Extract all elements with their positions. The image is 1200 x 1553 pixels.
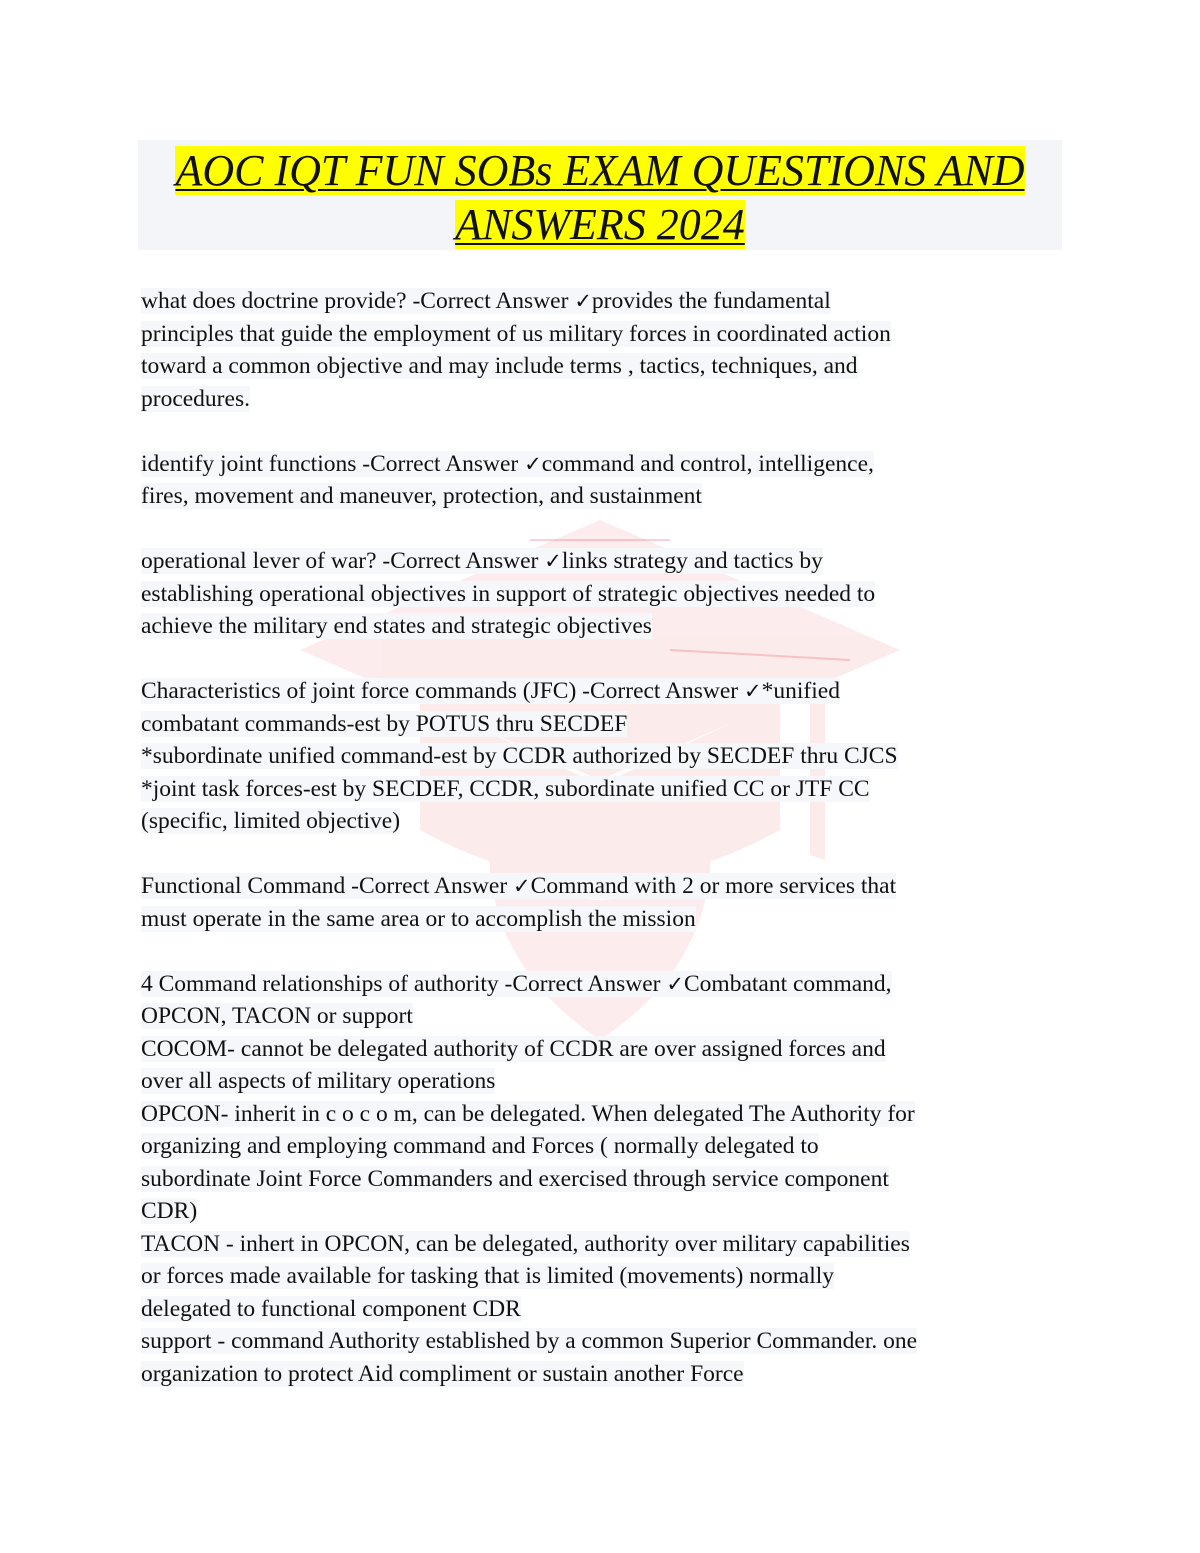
- text-segment: operational lever of war? -Correct Answer: [141, 548, 545, 574]
- line-text: [141, 288, 831, 314]
- answer-line: [141, 1033, 1066, 1066]
- text-segment: *joint task forces-est by SECDEF, CCDR, subordinate unified CC or JTF CC: [141, 775, 870, 802]
- qa-item: [141, 968, 1066, 1391]
- answer-line: [141, 1000, 1066, 1033]
- question-line: [141, 448, 1066, 481]
- text-segment: establishing operational objectives in support of strategic objectives needed to: [141, 580, 876, 607]
- qa-item: [141, 285, 1066, 415]
- title-line-2: ANSWERS 2024: [455, 200, 745, 249]
- answer-line: [141, 740, 1066, 773]
- text-segment: combatant commands-est by POTUS thru SECDEF: [141, 710, 628, 737]
- text-segment: (specific, limited objective): [141, 808, 401, 834]
- text-segment: support - command Authority established by a common Superior Commander. one: [141, 1328, 918, 1354]
- line-text: [141, 873, 896, 899]
- line-text: [141, 1101, 915, 1127]
- line-text: [141, 1361, 744, 1387]
- answer-line: [141, 903, 1066, 936]
- answer-line: [141, 773, 1066, 806]
- qa-item: [141, 545, 1066, 643]
- text-segment: must operate in the same area or to accomplish the mission: [141, 905, 696, 932]
- answer-line: [141, 1130, 1066, 1163]
- text-segment: organization to protect Aid compliment or sustain another Force: [141, 1360, 744, 1387]
- document-title: [138, 140, 1062, 252]
- qa-content: [141, 285, 1066, 1390]
- text-segment: achieve the military end states and strategic objectives: [141, 613, 652, 639]
- text-segment: fires, movement and maneuver, protection, and sustainment: [141, 483, 702, 509]
- line-text: [141, 808, 400, 834]
- text-segment: links strategy and tactics by: [561, 548, 823, 574]
- answer-line: [141, 1293, 1066, 1326]
- answer-line: [141, 383, 1066, 416]
- answer-line: [141, 1358, 1066, 1391]
- text-segment: OPCON- inherit in c o c o m, can be delegated. When delegated The Authority for: [141, 1100, 915, 1127]
- line-text: [141, 971, 892, 997]
- answer-line: [141, 1228, 1066, 1261]
- line-text: [141, 1003, 413, 1029]
- text-segment: Functional Command -Correct Answer: [141, 873, 514, 899]
- line-text: [141, 353, 858, 379]
- line-text: [141, 678, 840, 704]
- line-text: [141, 1231, 910, 1257]
- text-segment: what does doctrine provide? -Correct Answer: [141, 288, 575, 314]
- text-segment: command and control, intelligence,: [541, 450, 874, 477]
- answer-line: [141, 318, 1066, 351]
- line-text: [141, 711, 627, 737]
- text-segment: over all aspects of military operations: [141, 1068, 496, 1094]
- text-segment: 4 Command relationships of authority -Correct Answer: [141, 970, 667, 997]
- text-segment: organizing and employing command and Forces ( normally delegated to: [141, 1133, 819, 1159]
- line-text: [141, 483, 702, 509]
- answer-line: [141, 578, 1066, 611]
- line-text: [141, 1296, 521, 1322]
- line-text: [141, 613, 652, 639]
- checkmark-icon: ✓: [524, 451, 542, 476]
- answer-line: [141, 708, 1066, 741]
- question-line: [141, 870, 1066, 903]
- text-segment: identify joint functions -Correct Answer: [141, 450, 525, 477]
- line-text: [141, 906, 696, 932]
- line-text: [141, 743, 898, 769]
- line-text: [141, 581, 875, 607]
- line-text: [141, 776, 870, 802]
- answer-line: [141, 480, 1066, 513]
- answer-line: [141, 1260, 1066, 1293]
- checkmark-icon: ✓: [744, 679, 762, 703]
- answer-line: [141, 1163, 1066, 1196]
- question-line: [141, 675, 1066, 708]
- line-text: [141, 1133, 819, 1159]
- answer-line: [141, 1195, 1066, 1228]
- text-segment: Characteristics of joint force commands (JFC) -Correct Answer: [141, 678, 745, 704]
- text-segment: or forces made available for tasking that is limited (movements) normally: [141, 1263, 835, 1289]
- text-segment: subordinate Joint Force Commanders and exercised through service component: [141, 1165, 889, 1192]
- title-block: [138, 140, 1062, 250]
- line-text: [141, 1328, 917, 1354]
- line-text: [141, 451, 874, 477]
- qa-item: [141, 675, 1066, 838]
- line-text: [141, 1036, 886, 1062]
- question-line: [141, 545, 1066, 578]
- qa-item: [141, 448, 1066, 513]
- qa-item: [141, 870, 1066, 935]
- answer-line: [141, 610, 1066, 643]
- answer-line: [141, 805, 1066, 838]
- checkmark-icon: ✓: [513, 874, 531, 898]
- text-segment: COCOM- cannot be delegated authority of CCDR are over assigned forces and: [141, 1035, 886, 1062]
- answer-line: [141, 1065, 1066, 1098]
- text-segment: delegated to functional component CDR: [141, 1295, 521, 1322]
- question-line: [141, 285, 1066, 318]
- title-line-1: AOC IQT FUN SOBs EXAM QUESTIONS AND: [175, 146, 1025, 195]
- line-text: [141, 321, 891, 347]
- line-text: [141, 1198, 197, 1224]
- text-segment: principles that guide the employment of us military forces in coordinated action: [141, 320, 891, 347]
- text-segment: Combatant command,: [684, 970, 892, 997]
- text-segment: TACON - inhert in OPCON, can be delegated, authority over military capabilities: [141, 1230, 910, 1257]
- text-segment: provides the fundamental: [591, 288, 831, 314]
- text-segment: *subordinate unified command-est by CCDR authorized by SECDEF thru CJCS: [141, 743, 898, 769]
- answer-line: [141, 350, 1066, 383]
- answer-line: [141, 1098, 1066, 1131]
- line-text: [141, 386, 250, 412]
- text-segment: toward a common objective and may include terms , tactics, techniques, and: [141, 353, 858, 379]
- checkmark-icon: ✓: [574, 289, 592, 313]
- checkmark-icon: ✓: [544, 549, 562, 573]
- text-segment: procedures.: [141, 385, 250, 412]
- line-text: [141, 1068, 495, 1094]
- text-segment: OPCON, TACON or support: [141, 1003, 413, 1029]
- text-segment: CDR): [141, 1198, 198, 1224]
- checkmark-icon: ✓: [666, 971, 684, 996]
- line-text: [141, 548, 823, 574]
- question-line: [141, 968, 1066, 1001]
- answer-line: [141, 1325, 1066, 1358]
- text-segment: Command with 2 or more services that: [530, 873, 897, 899]
- line-text: [141, 1166, 889, 1192]
- text-segment: *unified: [761, 678, 840, 704]
- line-text: [141, 1263, 834, 1289]
